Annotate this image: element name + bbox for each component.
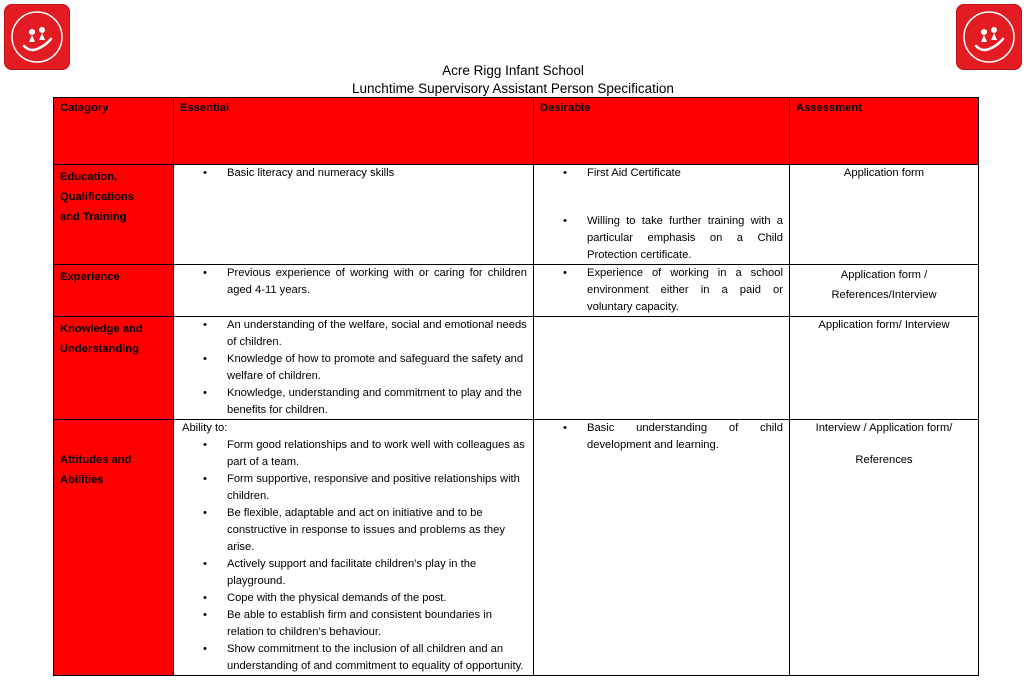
assessment-cell: Application form	[790, 165, 979, 265]
school-crest-icon	[956, 4, 1022, 70]
table-header-row	[54, 98, 979, 165]
list-item: • Willing to take further training with a particular emphasis on a Child Protection certificate.	[540, 213, 783, 264]
essential-cell	[174, 265, 534, 317]
document-title	[0, 62, 1026, 98]
school-logo-left	[4, 4, 70, 70]
desirable-cell	[534, 420, 790, 676]
list-item: • Be flexible, adaptable and act on initiative and to be constructive in response to issues and problems as they arise.	[180, 505, 527, 556]
list-item: • Form good relationships and to work well with colleagues as part of a team.	[180, 437, 527, 471]
list-item: • Knowledge, understanding and commitment to play and the benefits for children.	[180, 385, 527, 419]
header-category: Category	[54, 98, 174, 165]
list-item: • Knowledge of how to promote and safeguard the safety and welfare of children.	[180, 351, 527, 385]
ability-intro: Ability to:	[182, 422, 228, 434]
list-item: • Be able to establish firm and consistent boundaries in relation to children’s behaviour.	[180, 607, 527, 641]
desirable-cell	[534, 317, 790, 420]
table-row	[54, 317, 979, 420]
table-row	[54, 265, 979, 317]
category-cell: Experience	[54, 265, 174, 317]
school-name: Acre Rigg Infant School	[442, 63, 584, 78]
header-essential: Essential	[174, 98, 534, 165]
assessment-cell: Application form/ Interview	[790, 317, 979, 420]
assessment-cell: Application form / References/Interview	[790, 265, 979, 317]
essential-cell	[174, 317, 534, 420]
header-desirable: Desirable	[534, 98, 790, 165]
category-cell: Education, Qualifications and Training	[54, 165, 174, 265]
table-row	[54, 420, 979, 676]
list-item: • Basic understanding of child development and learning.	[540, 420, 783, 454]
person-specification-table	[53, 97, 979, 676]
table-row	[54, 165, 979, 265]
list-item: • An understanding of the welfare, social and emotional needs of children.	[180, 317, 527, 351]
list-item: • Show commitment to the inclusion of all children and an understanding of and commitment to equality of opportunity.	[180, 641, 527, 675]
assessment-cell: Interview / Application form/ References	[790, 420, 979, 676]
essential-cell	[174, 165, 534, 265]
school-crest-icon	[4, 4, 70, 70]
desirable-cell	[534, 265, 790, 317]
list-item: • Cope with the physical demands of the post.	[180, 590, 527, 607]
list-item: • Experience of working in a school environment either in a paid or voluntary capacity.	[540, 265, 783, 316]
list-item: • Previous experience of working with or caring for children aged 4-11 years.	[180, 265, 527, 299]
list-item: • Actively support and facilitate children’s play in the playground.	[180, 556, 527, 590]
list-item: • Form supportive, responsive and positive relationships with children.	[180, 471, 527, 505]
school-logo-right	[956, 4, 1022, 70]
list-item: • Basic literacy and numeracy skills	[180, 165, 527, 182]
document-subtitle: Lunchtime Supervisory Assistant Person Specification	[352, 81, 674, 96]
desirable-cell	[534, 165, 790, 265]
header-assessment: Assessment	[790, 98, 979, 165]
list-item: • First Aid Certificate	[540, 165, 783, 182]
category-cell: Knowledge and Understanding	[54, 317, 174, 420]
category-cell: Attitudes and Abilities	[54, 420, 174, 676]
essential-cell	[174, 420, 534, 676]
